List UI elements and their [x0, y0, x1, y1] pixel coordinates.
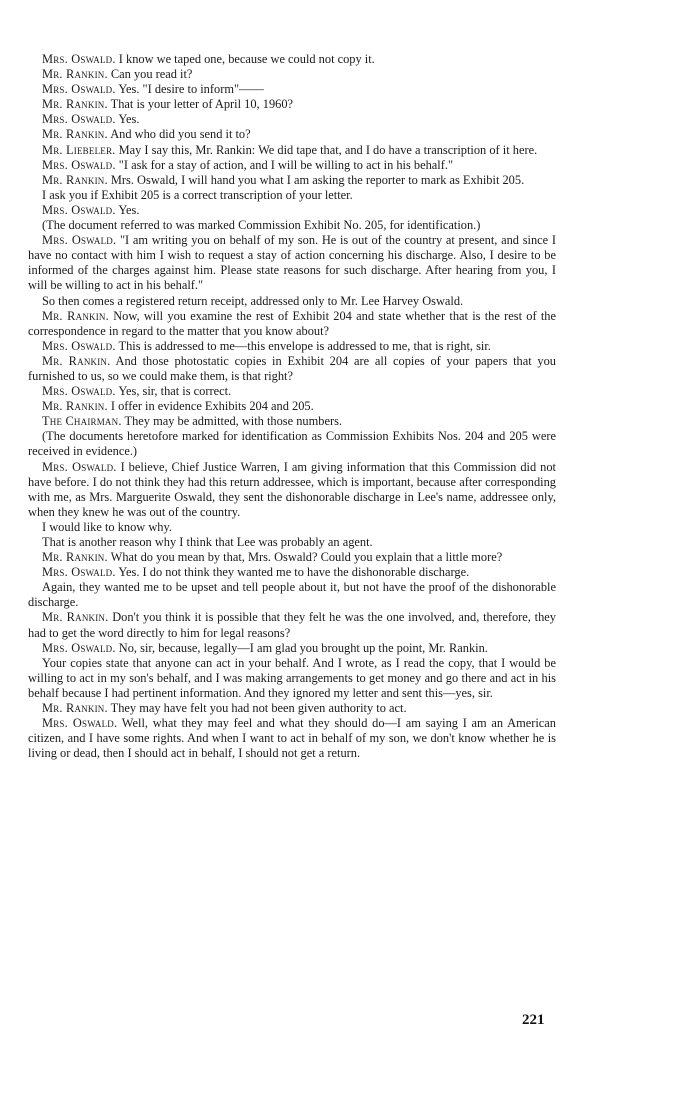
testimony-paragraph	[28, 354, 556, 384]
speaker-name: Mrs. Oswald.	[42, 82, 116, 97]
testimony-text: What do you mean by that, Mrs. Oswald? Could you explain that a little more?	[110, 550, 503, 565]
speaker-name: Mrs. Oswald.	[42, 716, 118, 731]
speaker-name: Mr. Rankin.	[42, 610, 109, 625]
testimony-text: And those photostatic copies in Exhibit 204 are all copies of your papers that you furnished to us, so we could make them, is that right?	[28, 353, 556, 383]
testimony-paragraph	[28, 550, 556, 565]
testimony-paragraph	[28, 97, 556, 112]
testimony-text: No, sir, because, legally—I am glad you brought up the point, Mr. Rankin.	[118, 640, 488, 655]
testimony-text: I would like to know why.	[42, 519, 172, 534]
testimony-text: I ask you if Exhibit 205 is a correct transcription of your letter.	[42, 187, 353, 202]
testimony-text: "I ask for a stay of action, and I will be willing to act in his behalf."	[118, 157, 454, 172]
testimony-text: I know we taped one, because we could not copy it.	[118, 52, 375, 66]
transcript-page	[28, 52, 556, 761]
speaker-name: Mr. Rankin.	[42, 172, 108, 187]
testimony-paragraph	[28, 233, 556, 293]
speaker-name: The Chairman.	[42, 414, 122, 429]
testimony-text: Again, they wanted me to be upset and tell people about it, but not have the proof of the dishonorable discharge.	[28, 580, 556, 610]
testimony-text: "I am writing you on behalf of my son. He is out of the country at present, and since I have no contact with him I wish to request a stay of action concerning his discharge. Also, I desire to be informed of the charges against him. Please state reasons for such discharge. After hearing from you, I will be willing to act in his behalf."	[28, 233, 556, 293]
speaker-name: Mrs. Oswald.	[42, 157, 116, 172]
testimony-text: Yes, sir, that is correct.	[118, 384, 232, 399]
testimony-text: I believe, Chief Justice Warren, I am giving information that this Commission did not have before. I do not think they had this return addressee, which is important, because after corresponding with me, as Mrs. Marguerite Oswald, they sent the dishonorable discharge in Lee's name, addressee only, when they knew he was out of the country.	[28, 459, 556, 519]
testimony-paragraph	[28, 112, 556, 127]
testimony-text: This is addressed to me—this envelope is addressed to me, that is right, sir.	[118, 338, 491, 353]
testimony-paragraph	[28, 641, 556, 656]
testimony-text: That is your letter of April 10, 1960?	[110, 97, 294, 112]
testimony-paragraph	[28, 716, 556, 761]
testimony-text: Yes. "I desire to inform"——	[118, 82, 264, 97]
testimony-paragraph	[28, 143, 556, 158]
testimony-paragraph	[28, 158, 556, 173]
testimony-text: Yes. I do not think they wanted me to have the dishonorable discharge.	[118, 565, 470, 580]
testimony-paragraph	[28, 203, 556, 218]
testimony-text: Your copies state that anyone can act in your behalf. And I wrote, as I read the copy, that I would be willing to act in my son's behalf, and I was making arrangements to get money and go there and act in his behalf because I had pertinent information. And they ignored my letter and sent this—yes, sir.	[28, 655, 556, 700]
testimony-paragraph	[28, 520, 556, 535]
testimony-text: (The document referred to was marked Commission Exhibit No. 205, for identification.)	[42, 218, 481, 233]
testimony-paragraph	[28, 173, 556, 188]
speaker-name: Mr. Liebeler.	[42, 142, 116, 157]
speaker-name: Mrs. Oswald.	[42, 338, 116, 353]
testimony-paragraph	[28, 656, 556, 701]
testimony-paragraph	[28, 580, 556, 610]
testimony-paragraph	[28, 414, 556, 429]
speaker-name: Mrs. Oswald.	[42, 202, 116, 217]
speaker-name: Mr. Rankin.	[42, 127, 108, 142]
testimony-text: May I say this, Mr. Rankin: We did tape that, and I do have a transcription of it here.	[118, 142, 538, 157]
testimony-paragraph	[28, 384, 556, 399]
testimony-text: Mrs. Oswald, I will hand you what I am asking the reporter to mark as Exhibit 205.	[110, 172, 525, 187]
speaker-name: Mr. Rankin.	[42, 550, 108, 565]
testimony-paragraph	[28, 309, 556, 339]
testimony-paragraph	[28, 127, 556, 142]
testimony-text: Yes.	[118, 202, 140, 217]
speaker-name: Mr. Rankin.	[42, 399, 108, 414]
testimony-paragraph	[28, 399, 556, 414]
speaker-name: Mr. Rankin.	[42, 353, 111, 368]
testimony-text: Don't you think it is possible that they felt he was the one involved, and, therefore, they had to get the word directly to him for legal reasons?	[28, 610, 556, 640]
testimony-paragraph	[28, 82, 556, 97]
testimony-paragraph	[28, 565, 556, 580]
speaker-name: Mrs. Oswald.	[42, 565, 116, 580]
testimony-text: So then comes a registered return receipt, addressed only to Mr. Lee Harvey Oswald.	[42, 293, 464, 308]
speaker-name: Mr. Rankin.	[42, 67, 108, 82]
testimony-text: That is another reason why I think that Lee was probably an agent.	[42, 535, 373, 549]
testimony-text: They may be admitted, with those numbers.	[124, 414, 342, 429]
testimony-paragraph	[28, 535, 556, 550]
testimony-text: (The documents heretofore marked for identification as Commission Exhibits Nos. 204 and 205 were received in evidence.)	[28, 429, 556, 459]
testimony-text: I offer in evidence Exhibits 204 and 205.	[110, 399, 314, 414]
speaker-name: Mr. Rankin.	[42, 97, 108, 112]
speaker-name: Mrs. Oswald.	[42, 640, 116, 655]
testimony-paragraph	[28, 429, 556, 459]
testimony-paragraph	[28, 610, 556, 640]
testimony-text: And who did you send it to?	[110, 127, 251, 142]
testimony-paragraph	[28, 52, 556, 67]
speaker-name: Mrs. Oswald.	[42, 112, 116, 127]
testimony-text: Now, will you examine the rest of Exhibit 204 and state whether that is the rest of the correspondence in regard to the matter that you know about?	[28, 308, 556, 338]
speaker-name: Mrs. Oswald.	[42, 459, 117, 474]
testimony-text: They may have felt you had not been given authority to act.	[110, 701, 407, 716]
speaker-name: Mr. Rankin.	[42, 701, 108, 716]
testimony-paragraph	[28, 188, 556, 203]
testimony-paragraph	[28, 218, 556, 233]
testimony-text: Yes.	[118, 112, 140, 127]
testimony-paragraph	[28, 339, 556, 354]
page-number: 221	[522, 1012, 545, 1028]
speaker-name: Mrs. Oswald.	[42, 233, 117, 248]
testimony-paragraph	[28, 701, 556, 716]
speaker-name: Mrs. Oswald.	[42, 384, 116, 399]
testimony-paragraph	[28, 294, 556, 309]
testimony-text: Can you read it?	[110, 67, 193, 82]
testimony-text: Well, what they may feel and what they should do—I am saying I am an American citizen, and I have some rights. And when I want to act in behalf of my son, we don't know whether he is living or dead, then I should act in behalf, I should not get a return.	[28, 716, 556, 761]
speaker-name: Mr. Rankin.	[42, 308, 109, 323]
testimony-paragraph	[28, 460, 556, 520]
testimony-paragraph	[28, 67, 556, 82]
speaker-name: Mrs. Oswald.	[42, 52, 116, 66]
